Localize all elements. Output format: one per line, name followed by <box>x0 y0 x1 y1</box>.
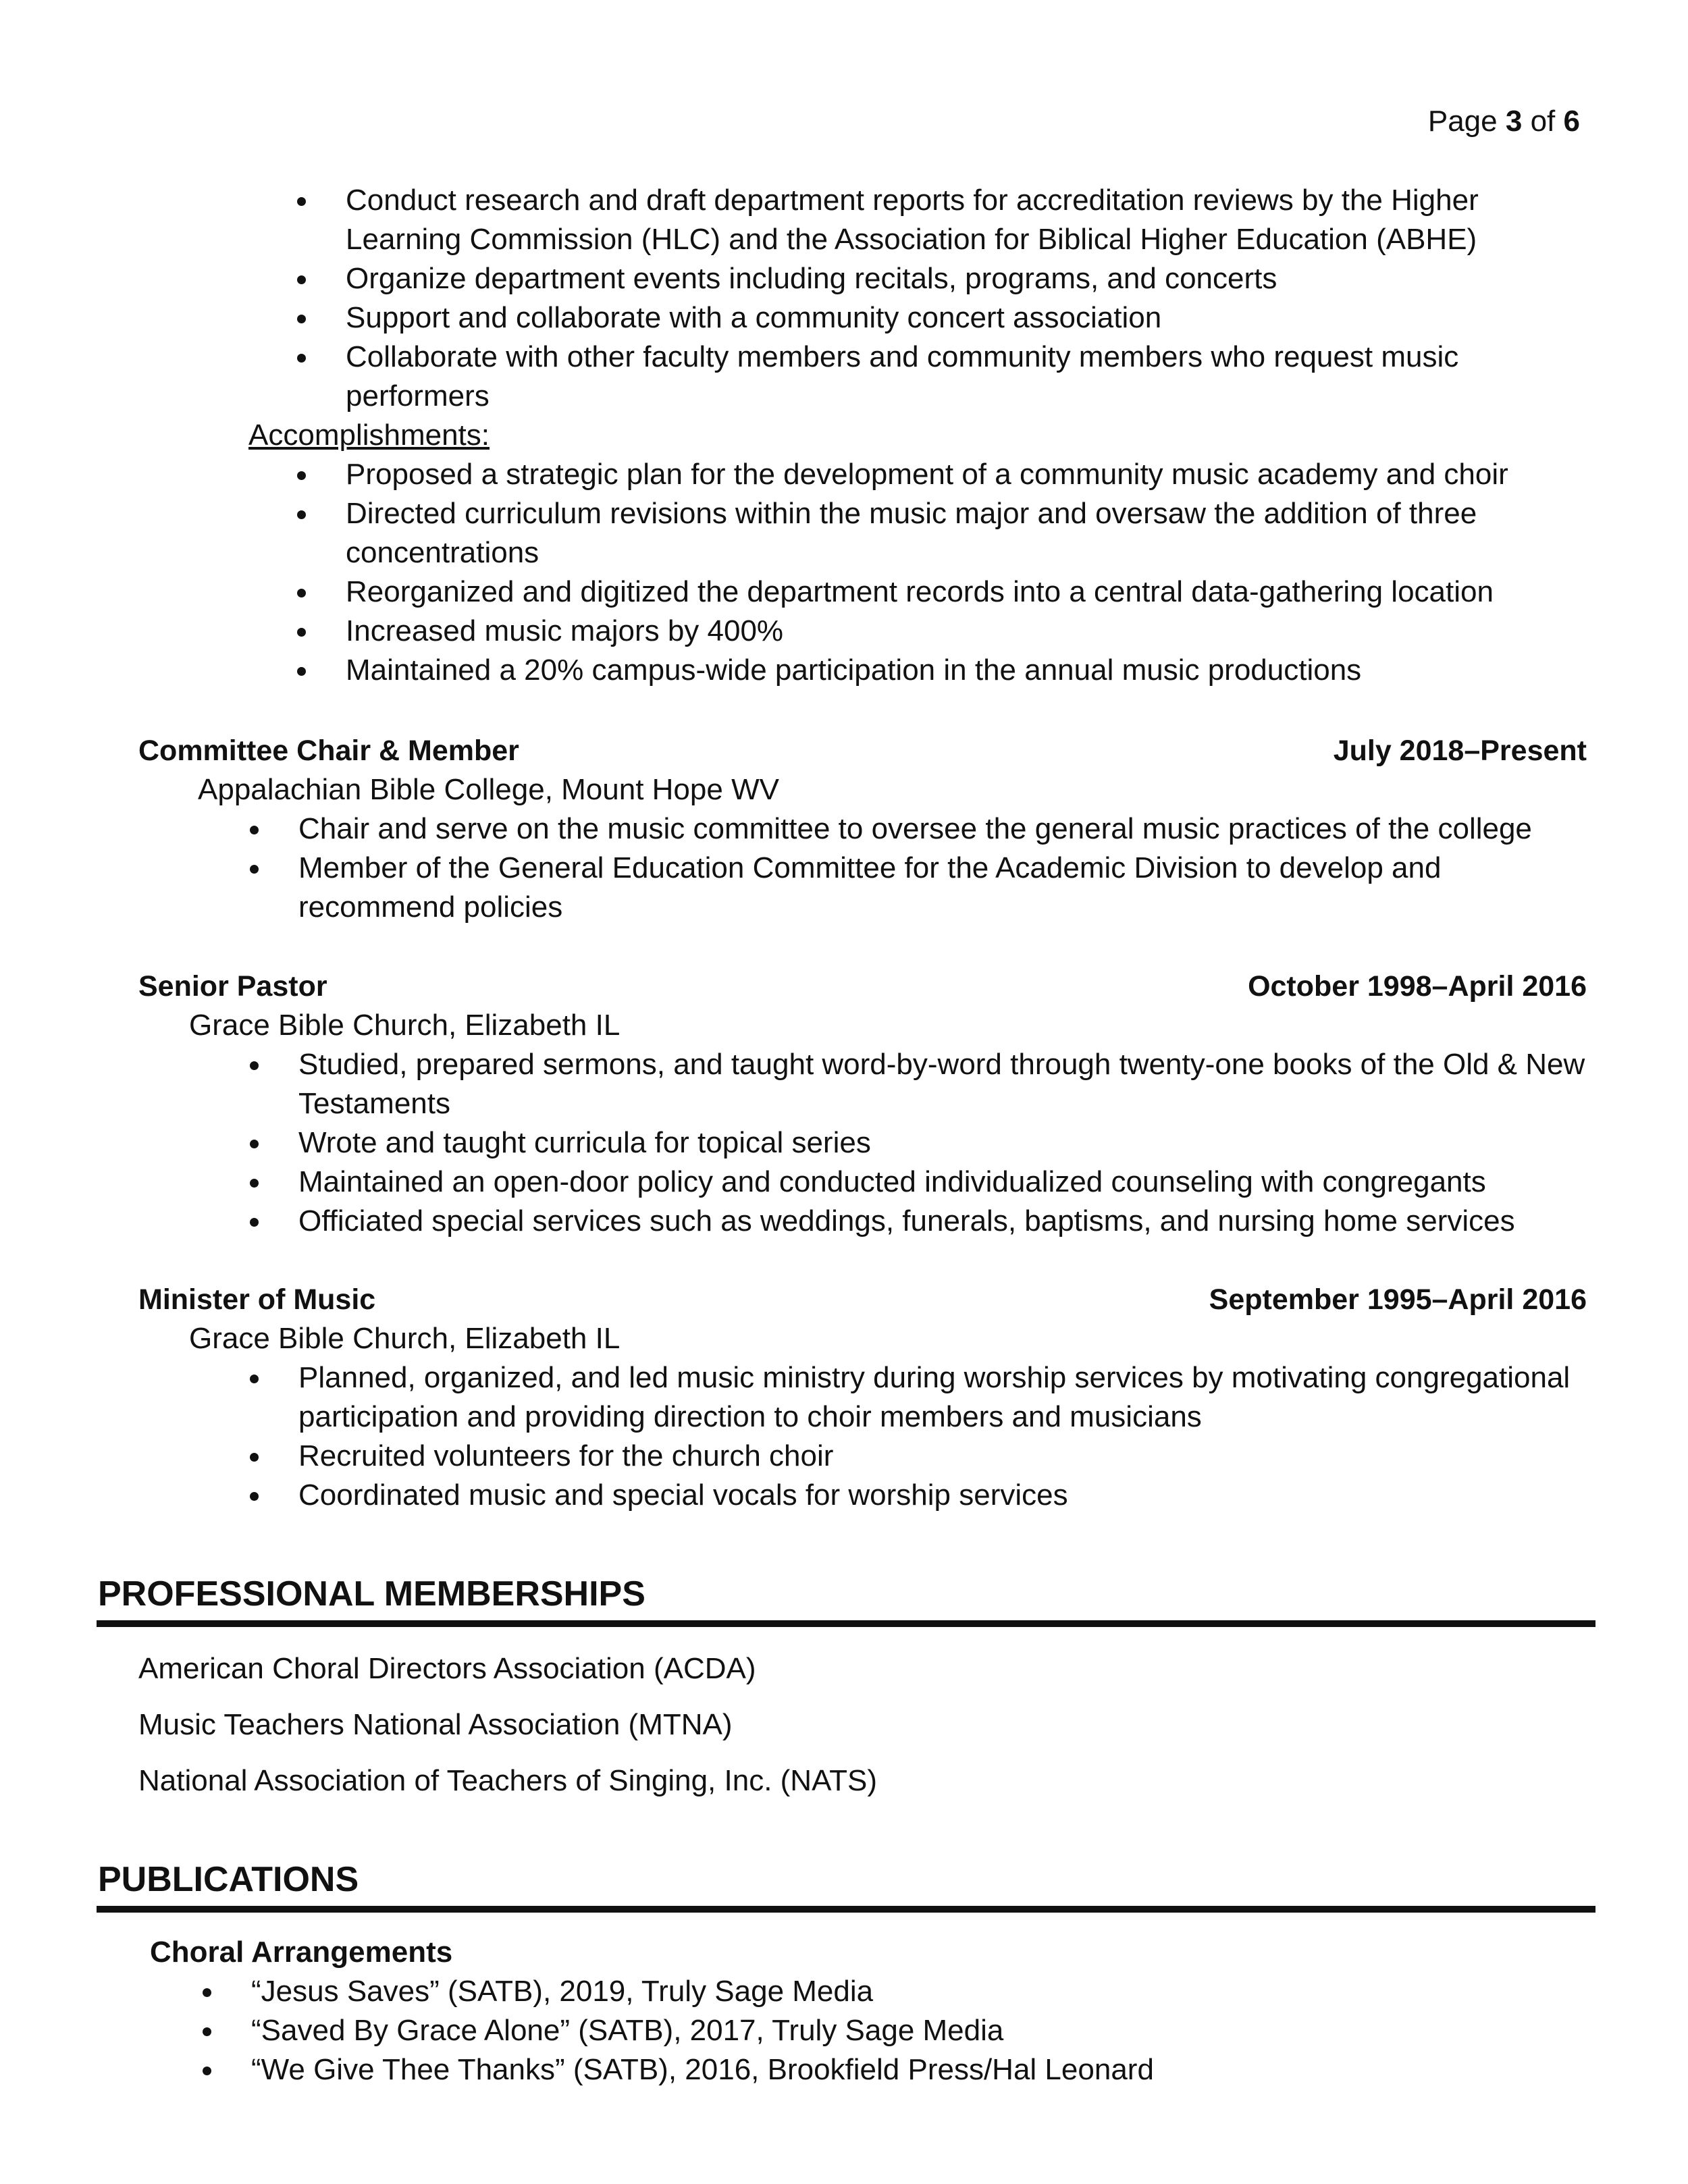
membership-item: American Choral Directors Association (ACDA) <box>138 1652 756 1685</box>
position-bullets <box>250 1358 1600 1515</box>
list-item: Maintained an open-door policy and conducted individualized counseling with congregants <box>250 1163 1600 1202</box>
list-item: Collaborate with other faculty members and community members who request music performers <box>297 338 1600 416</box>
position-bullets <box>250 1045 1600 1241</box>
list-item: “Jesus Saves” (SATB), 2019, Truly Sage Media <box>203 1972 1553 2011</box>
list-item: Maintained a 20% campus-wide participation in the annual music productions <box>297 651 1600 690</box>
list-item: Wrote and taught curricula for topical series <box>250 1123 1600 1163</box>
position-dates: July 2018–Present <box>1333 735 1587 767</box>
page-number <box>1428 101 1580 142</box>
list-item: Directed curriculum revisions within the music major and oversaw the addition of three concentrations <box>297 494 1600 572</box>
list-item: “We Give Thee Thanks” (SATB), 2016, Brookfield Press/Hal Leonard <box>203 2050 1553 2089</box>
list-item: Coordinated music and special vocals for worship services <box>250 1476 1600 1515</box>
list-item: Studied, prepared sermons, and taught word-by-word through twenty-one books of the Old & New Testaments <box>250 1045 1600 1123</box>
position-org: Appalachian Bible College, Mount Hope WV <box>198 773 779 806</box>
position-heading <box>138 1280 1587 1319</box>
section-title-memberships: PROFESSIONAL MEMBERSHIPS <box>98 1574 645 1614</box>
position-title: Senior Pastor <box>138 970 327 1003</box>
page-number-total: 6 <box>1563 105 1580 138</box>
publications-list <box>203 1972 1553 2089</box>
accomplishments-list <box>297 455 1600 690</box>
list-item: Recruited volunteers for the church choir <box>250 1437 1600 1476</box>
list-item: Officiated special services such as weddings, funerals, baptisms, and nursing home services <box>250 1202 1600 1241</box>
position-heading <box>138 967 1587 1006</box>
page-number-of: of <box>1530 105 1556 138</box>
position-bullets <box>250 809 1600 927</box>
list-item: Chair and serve on the music committee to oversee the general music practices of the college <box>250 809 1600 849</box>
position-dates: September 1995–April 2016 <box>1209 1283 1587 1316</box>
list-item: Increased music majors by 400% <box>297 612 1600 651</box>
page-number-current: 3 <box>1505 105 1523 138</box>
page-number-prefix: Page <box>1427 105 1498 138</box>
position-org: Grace Bible Church, Elizabeth IL <box>189 1322 621 1355</box>
section-title-publications: PUBLICATIONS <box>98 1860 359 1899</box>
list-item: Support and collaborate with a community concert association <box>297 298 1600 338</box>
membership-item: Music Teachers National Association (MTNA) <box>138 1708 733 1741</box>
publications-subheading: Choral Arrangements <box>150 1936 453 1969</box>
list-item: Proposed a strategic plan for the development of a community music academy and choir <box>297 455 1600 494</box>
list-item: Reorganized and digitized the department records into a central data-gathering location <box>297 572 1600 612</box>
position-org: Grace Bible Church, Elizabeth IL <box>189 1009 621 1042</box>
list-item: Member of the General Education Committee for the Academic Division to develop and recommend policies <box>250 849 1600 927</box>
list-item: Conduct research and draft department reports for accreditation reviews by the Higher Learning Commission (HLC) and the Association for Biblical Higher Education (ABHE) <box>297 181 1600 259</box>
list-item: Planned, organized, and led music ministry during worship services by motivating congregational participation and providing direction to choir members and musicians <box>250 1358 1600 1437</box>
position-dates: October 1998–April 2016 <box>1248 970 1587 1003</box>
accomplishments-label: Accomplishments: <box>248 419 490 452</box>
section-divider <box>97 1620 1595 1627</box>
list-item: “Saved By Grace Alone” (SATB), 2017, Truly Sage Media <box>203 2011 1553 2050</box>
list-item: Organize department events including recitals, programs, and concerts <box>297 259 1600 298</box>
position-heading <box>138 731 1587 770</box>
position-title: Committee Chair & Member <box>138 735 519 767</box>
membership-item: National Association of Teachers of Singing, Inc. (NATS) <box>138 1764 878 1797</box>
position-title: Minister of Music <box>138 1283 376 1316</box>
continued-duties-list <box>297 181 1600 416</box>
section-divider <box>97 1906 1595 1913</box>
